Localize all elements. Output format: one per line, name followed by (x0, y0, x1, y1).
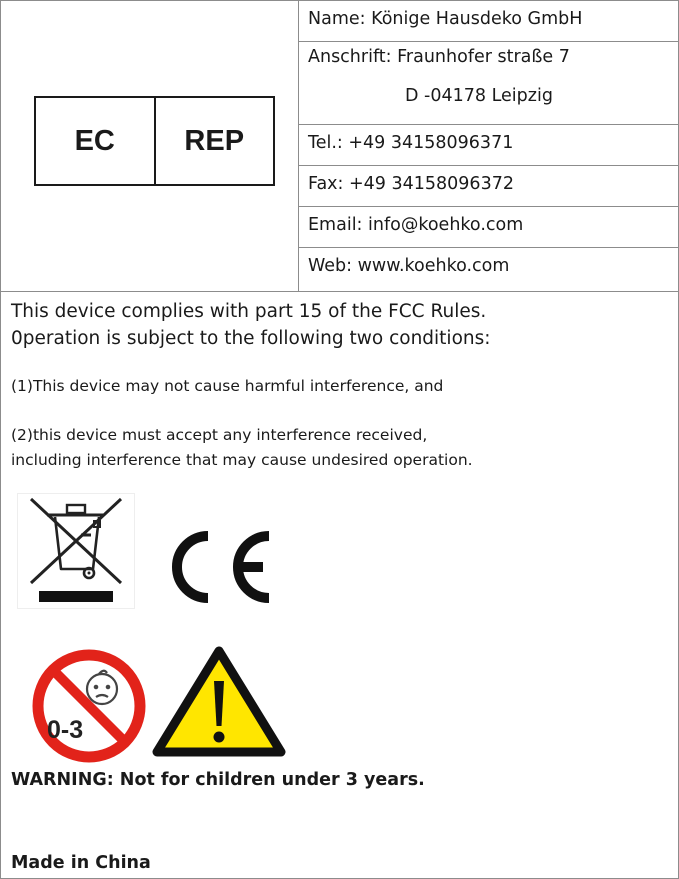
contact-tel: Tel.: +49 34158096371 (299, 125, 678, 166)
ec-rep-symbol (34, 96, 275, 186)
fcc-statement (11, 298, 490, 352)
warning-text: WARNING: Not for children under 3 years. (11, 770, 425, 790)
contact-table (299, 1, 678, 289)
contact-email: Email: info@koehko.com (299, 207, 678, 248)
fcc-line-1: This device complies with part 15 of the FCC Rules. (11, 301, 487, 322)
fcc-condition-2-line-2: including interference that may cause undesired operation. (11, 451, 473, 469)
crossed-out-wheelie-bin-icon (17, 493, 135, 609)
not-for-0-3-years-icon (30, 647, 148, 765)
contact-web: Web: www.koehko.com (308, 256, 510, 276)
warning-triangle-icon (150, 644, 288, 762)
compliance-section (1, 291, 678, 879)
address-line-1: Anschrift: Fraunhofer straße 7 (308, 47, 570, 67)
contact-address (299, 42, 678, 125)
fcc-condition-2 (11, 423, 473, 473)
contact-fax: Fax: +49 34158096372 (299, 166, 678, 207)
made-in-text: Made in China (11, 853, 151, 873)
fcc-condition-2-line-1: (2)this device must accept any interference received, (11, 426, 428, 444)
rep-label: REP (184, 124, 245, 157)
ce-mark-icon (157, 525, 275, 609)
address-line-2: D -04178 Leipzig (405, 85, 553, 106)
age-range-label: 0-3 (47, 716, 84, 744)
fcc-line-2: 0peration is subject to the following two conditions: (11, 328, 491, 349)
ec-rep-cell (1, 1, 299, 291)
contact-name: Name: Könige Hausdeko GmbH (299, 1, 678, 42)
fcc-condition-1: (1)This device may not cause harmful interference, and (11, 377, 444, 395)
ec-label: EC (36, 98, 156, 184)
